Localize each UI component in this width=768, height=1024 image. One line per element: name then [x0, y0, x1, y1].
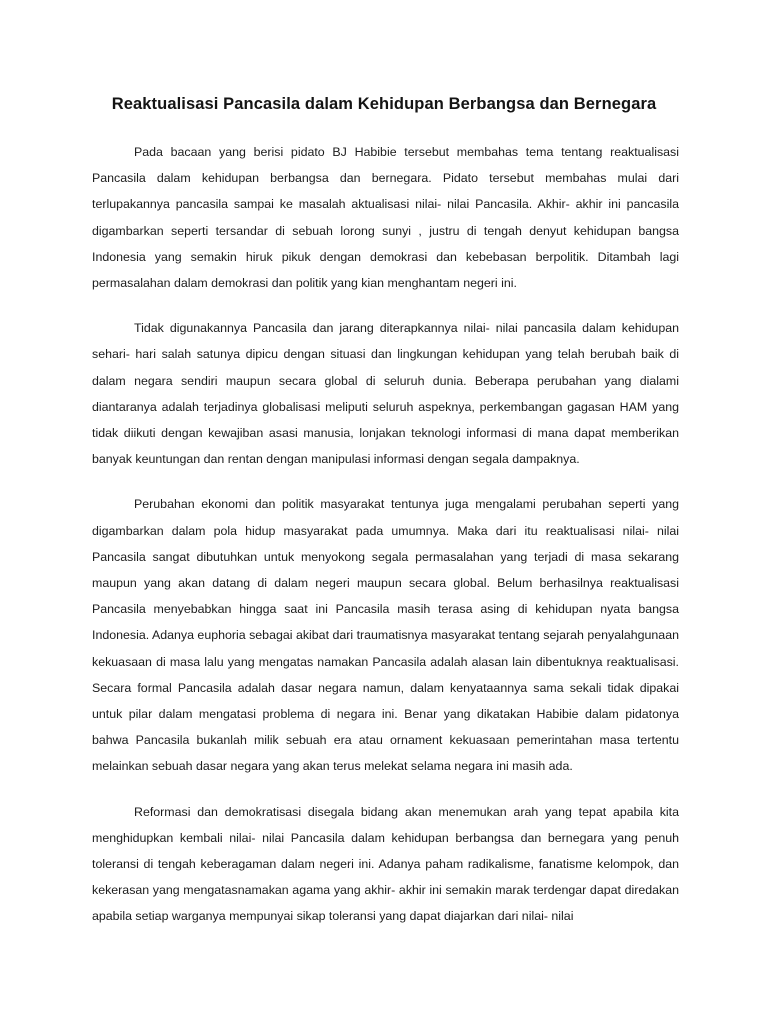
- paragraph-3: Perubahan ekonomi dan politik masyarakat tentunya juga mengalami perubahan seperti yang digambarkan dalam pola hidup masyarakat pada umumnya. Maka dari itu reaktualisasi nilai- nilai Pancasila sangat dibutuhkan untuk menyokong segala permasalahan yang terjadi di masa sekarang maupun yang akan datang di dalam negeri maupun secara global. Belum berhasilnya reaktualisasi Pancasila menyebabkan hingga saat ini Pancasila masih terasa asing di kehidupan nyata bangsa Indonesia. Adanya euphoria sebagai akibat dari traumatisnya masyarakat tentang sejarah penyalahgunaan kekuasaan di masa lalu yang mengatas namakan Pancasila adalah alasan lain dibentuknya reaktualisasi. Secara formal Pancasila adalah dasar negara namun, dalam kenyataannya sama sekali tidak dipakai untuk pilar dalam mengatasi problema di negara ini. Benar yang dikatakan Habibie dalam pidatonya bahwa Pancasila bukanlah milik sebuah era atau ornament kekuasaan pemerintahan masa tertentu melainkan sebuah dasar negara yang akan terus melekat selama negara ini masih ada.: [92, 497, 679, 774]
- paragraph-2: Tidak digunakannya Pancasila dan jarang diterapkannya nilai- nilai pancasila dalam kehidupan sehari- hari salah satunya dipicu dengan situasi dan lingkungan kehidupan yang telah berubah baik di dalam negara sendiri maupun secara global di seluruh dunia. Beberapa perubahan yang dialami diantaranya adalah terjadinya globalisasi meliputi seluruh aspeknya, perkembangan gagasan HAM yang tidak diikuti dengan kewajiban asasi manusia, lonjakan teknologi informasi di mana dapat memberikan banyak keuntungan dan rentan dengan manipulasi informasi dengan segala dampaknya.: [92, 321, 679, 467]
- document-title: Reaktualisasi Pancasila dalam Kehidupan Berbangsa dan Bernegara: [111, 95, 657, 113]
- paragraph-1: Pada bacaan yang berisi pidato BJ Habibie tersebut membahas tema tentang reaktualisasi Pancasila dalam kehidupan berbangsa dan bernegara. Pidato tersebut membahas mulai dari terlupakannya pancasila sampai ke masalah aktualisasi nilai- nilai Pancasila. Akhir- akhir ini pancasila digambarkan seperti tersandar di sebuah lorong sunyi , justru di tengah denyut kehidupan bangsa Indonesia yang semakin hiruk pikuk dengan demokrasi dan kebebasan berpolitik. Ditambah lagi permasalahan dalam demokrasi dan politik yang kian menghantam negeri ini.: [92, 145, 679, 291]
- paragraph-4: Reformasi dan demokratisasi disegala bidang akan menemukan arah yang tepat apabila kita menghidupkan kembali nilai- nilai Pancasila dalam kehidupan berbangsa dan bernegara yang penuh toleransi di tengah keberagaman dalam negeri ini. Adanya paham radikalisme, fanatisme kelompok, dan kekerasan yang mengatasnamakan agama yang akhir- akhir ini semakin marak terdengar dapat diredakan apabila setiap warganya mempunyai sikap toleransi yang dapat diajarkan dari nilai- nilai: [92, 804, 679, 924]
- document-body: [92, 139, 679, 949]
